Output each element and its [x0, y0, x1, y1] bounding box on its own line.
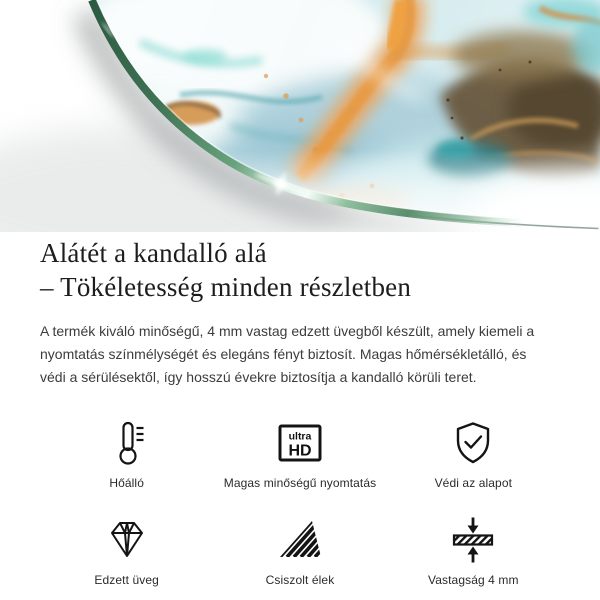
hero-image: [0, 0, 600, 232]
thermometer-icon: [103, 419, 151, 467]
shield-check-icon: [449, 419, 497, 467]
feature-thickness: [387, 516, 560, 587]
ultra-hd-text-bottom: HD: [288, 442, 312, 460]
feature-label: Védi az alapot: [434, 476, 513, 490]
title-line-1: Alátét a kandalló alá: [40, 238, 267, 268]
feature-label: Edzett üveg: [94, 573, 159, 587]
feature-protects-base: [387, 419, 560, 490]
polished-edges-icon: [276, 516, 324, 564]
thickness-icon: [449, 516, 497, 564]
feature-heat-resistant: [40, 419, 213, 490]
feature-label: Hőálló: [109, 476, 144, 490]
diamond-icon: [103, 516, 151, 564]
product-description: A termék kiváló minőségű, 4 mm vastag edzett üvegből készült, amely kiemeli a nyomtatás színmélységét és elegáns fényt biztosít. Magas hőmérsékletálló, és védi a sérülésektől, így hosszú évekre biztosítja a kandalló körüli teret.: [40, 323, 535, 385]
ultra-hd-icon: [276, 419, 324, 467]
page-title: [40, 236, 560, 304]
ultra-hd-text-top: ultra: [288, 430, 312, 443]
feature-label: Csiszolt élek: [265, 573, 335, 587]
feature-label: Vastagság 4 mm: [428, 573, 519, 587]
feature-polished-edges: [213, 516, 386, 587]
feature-tempered-glass: [40, 516, 213, 587]
product-photo: [0, 0, 600, 232]
feature-label: Magas minőségű nyomtatás: [223, 476, 377, 490]
product-description-section: [0, 236, 600, 587]
feature-grid: [40, 419, 560, 587]
feature-ultra-hd-print: [213, 419, 386, 490]
title-line-2: – Tökéletesség minden részletben: [40, 272, 412, 302]
